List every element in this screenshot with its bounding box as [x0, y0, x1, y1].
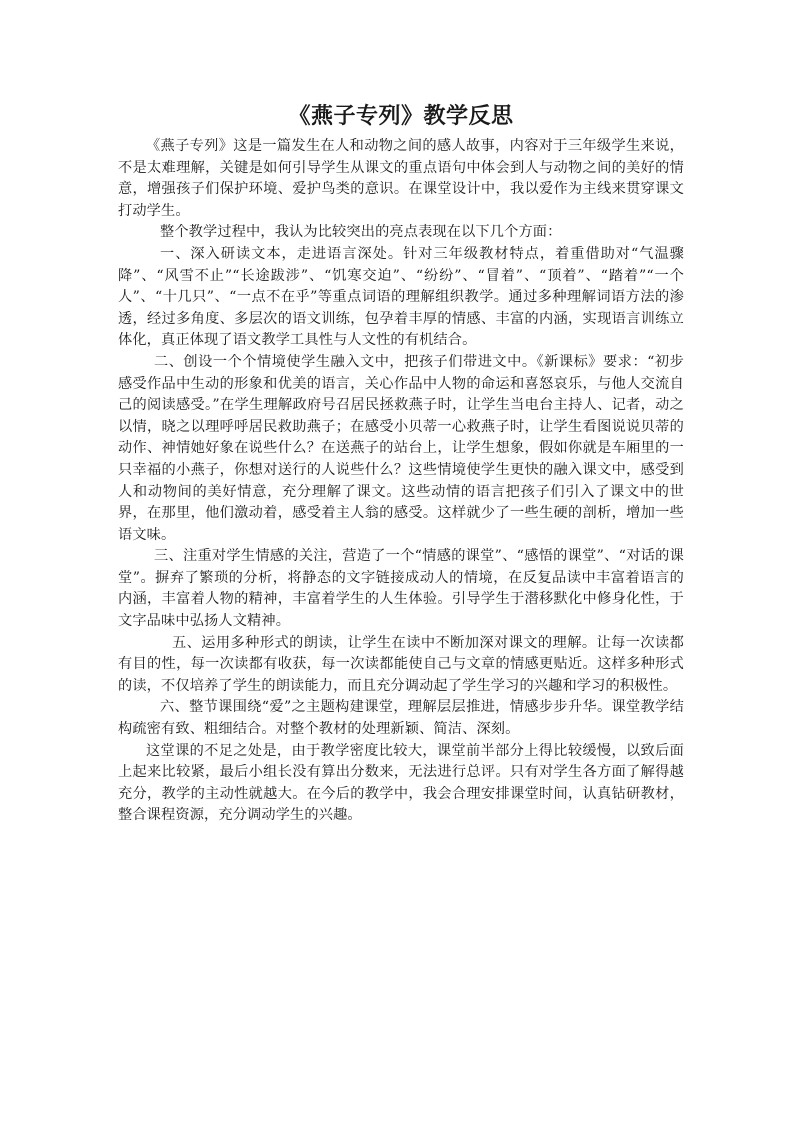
paragraph-point-5: 五、运用多种形式的朗读，让学生在读中不断加深对课文的理解。让每一次读都有目的性，每一次读都有收获，每一次读都能使自己与文章的情感更贴近。这样多种形式的读，不仅培养了学生的朗读能力，而且充分调动起了学生学习的兴趣和学习的积极性。: [118, 634, 684, 694]
document-page: [118, 100, 684, 827]
paragraph-conclusion: 这堂课的不足之处是，由于教学密度比较大，课堂前半部分上得比较缓慢，以致后面上起来比较紧，最后小组长没有算出分数来，无法进行总评。只有对学生各方面了解得越充分，教学的主动性就越大。在今后的教学中，我会合理安排课堂时间，认真钻研教材，整合课程资源，充分调动学生的兴趣。: [118, 742, 684, 824]
paragraph-point-2: 二、创设一个个情境使学生融入文中，把孩子们带进文中。《新课标》要求：“初步感受作品中生动的形象和优美的语言，关心作品中人物的命运和喜怒哀乐，与他人交流自己的阅读感受。”在学生理解政府号召居民拯救燕子时，让学生当电台主持人、记者，动之以情，晓之以理呼呼居民救助燕子；在感受小贝蒂一心救燕子时，让学生看图说说贝蒂的动作、神情她好象在说些什么？在送燕子的站台上，让学生想象，假如你就是车厢里的一只幸福的小燕子，你想对送行的人说些什么？这些情境使学生更快的融入课文中，感受到人和动物间的美好情意，充分理解了课文。这些动情的语言把孩子们引入了课文中的世界，在那里，他们激动着，感受着主人翁的感受。这样就少了一些生硬的剖析，增加一些语文味。: [118, 353, 684, 543]
paragraph-overview: 整个教学过程中，我认为比较突出的亮点表现在以下几个方面：: [160, 224, 562, 241]
paragraph-intro: 《燕子专列》这是一篇发生在人和动物之间的感人故事，内容对于三年级学生来说，不是太难理解，关键是如何引导学生从课文的重点语句中体会到人与动物之间的美好的情意，增强孩子们保护环境、爱护鸟类的意识。在课堂设计中，我以爱作为主线来贯穿课文打动学生。: [118, 138, 684, 219]
paragraph-point-1: 一、深入研读文本，走进语言深处。针对三年级教材特点，着重借助对“气温骤降”、“风雪不止”“长途跋涉”、“饥寒交迫”、“纷纷”、“冒着”、“顶着”、“踏着”“一个人”、“十几只”、“一点不在乎”等重点词语的理解组织教学。通过多种理解词语方法的渗透，经过多角度、多层次的语文训练，包孕着丰厚的情感、丰富的内涵，实现语言训练立体化，真正体现了语文教学工具性与人文性的有机结合。: [118, 245, 684, 349]
paragraph-point-6: 六、整节课围绕“爱”之主题构建课堂，理解层层推进，情感步步升华。课堂教学结构疏密有致、粗细结合。对整个教材的处理新颖、简洁、深刻。: [118, 699, 684, 738]
paragraph-point-3: 三、注重对学生情感的关注，营造了一个“情感的课堂”、“感悟的课堂”、“对话的课堂”。摒弃了繁琐的分析，将静态的文字链接成动人的情境，在反复品读中丰富着语言的内涵，丰富着人物的精神，丰富着学生的人生体验。引导学生于潜移默化中修身化性，于文字品味中弘扬人文精神。: [118, 548, 684, 630]
document-title: 《燕子专列》教学反思: [288, 104, 514, 129]
